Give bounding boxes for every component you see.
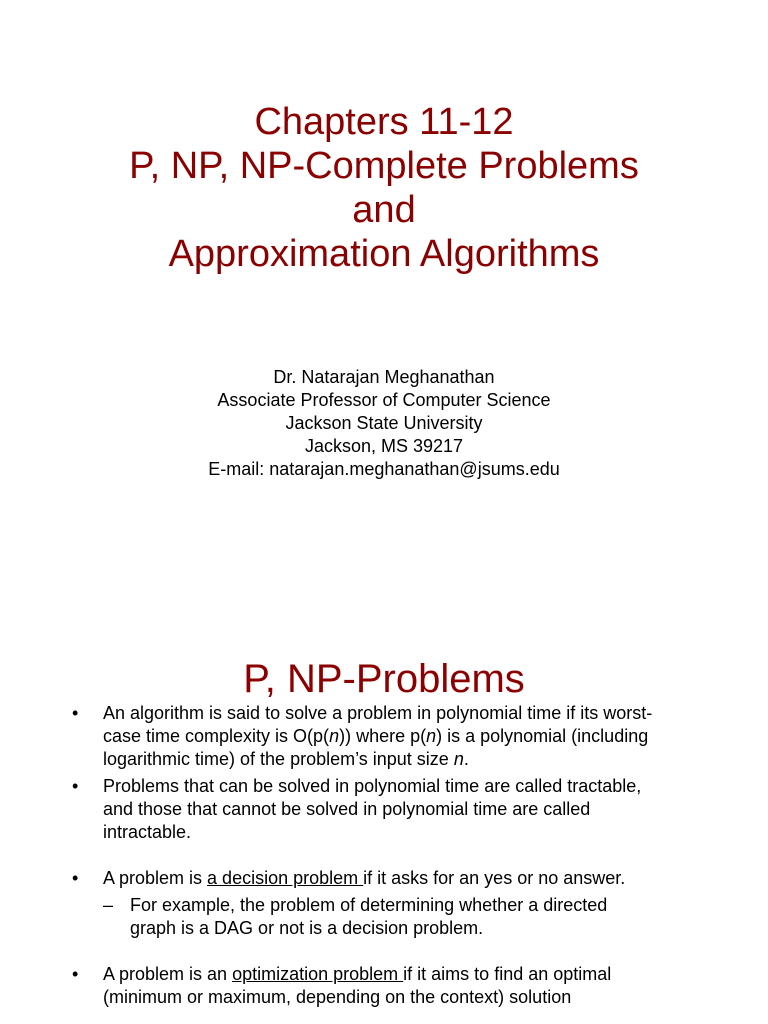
author-name: Dr. Natarajan Meghanathan: [273, 367, 495, 387]
slide-2-title: P, NP-Problems: [243, 657, 525, 701]
author-university: Jackson State University: [285, 413, 483, 433]
author-address: Jackson, MS 39217: [304, 436, 464, 456]
author-info: [0, 366, 768, 481]
sub-bullet-dag-example: – For example, the problem of determining whether a directed graph is a DAG or not is a decision problem.: [103, 895, 608, 938]
title-line-3: and: [352, 189, 416, 231]
author-position: Associate Professor of Computer Science: [217, 390, 551, 410]
bullet-marker: •: [72, 964, 79, 984]
bullet-optimization-problem: • A problem is an optimization problem if it aims to find an optimal (minimum or maximum, depending on the context) solution: [72, 964, 612, 1007]
slide-2: [0, 600, 768, 1024]
title-line-4: Approximation Algorithms: [168, 233, 600, 275]
dash-marker: –: [103, 895, 114, 915]
bullet-list: [72, 702, 712, 1009]
bullet-polynomial-time: • An algorithm is said to solve a problem in polynomial time if its worst- case time complexity is O(p(n)) where p(n) is a polynomial (including logarithmic time) of the problem’s input size n.: [72, 703, 653, 769]
bullet-marker: •: [72, 868, 79, 888]
title-line-2: P, NP, NP-Complete Problems: [129, 145, 639, 187]
author-email: E-mail: natarajan.meghanathan@jsums.edu: [208, 459, 560, 479]
bullet-tractable: • Problems that can be solved in polynomial time are called tractable, and those that cannot be solved in polynomial time are called intractable.: [72, 776, 642, 842]
bullet-marker: •: [72, 703, 79, 723]
term-decision-problem: a decision problem: [207, 868, 364, 888]
slide-1-title: [0, 100, 768, 276]
title-line-1: Chapters 11-12: [254, 101, 514, 143]
bullet-decision-problem: • A problem is a decision problem if it asks for an yes or no answer.: [72, 868, 626, 888]
term-optimization-problem: optimization problem: [232, 964, 404, 984]
bullet-marker: •: [72, 776, 79, 796]
